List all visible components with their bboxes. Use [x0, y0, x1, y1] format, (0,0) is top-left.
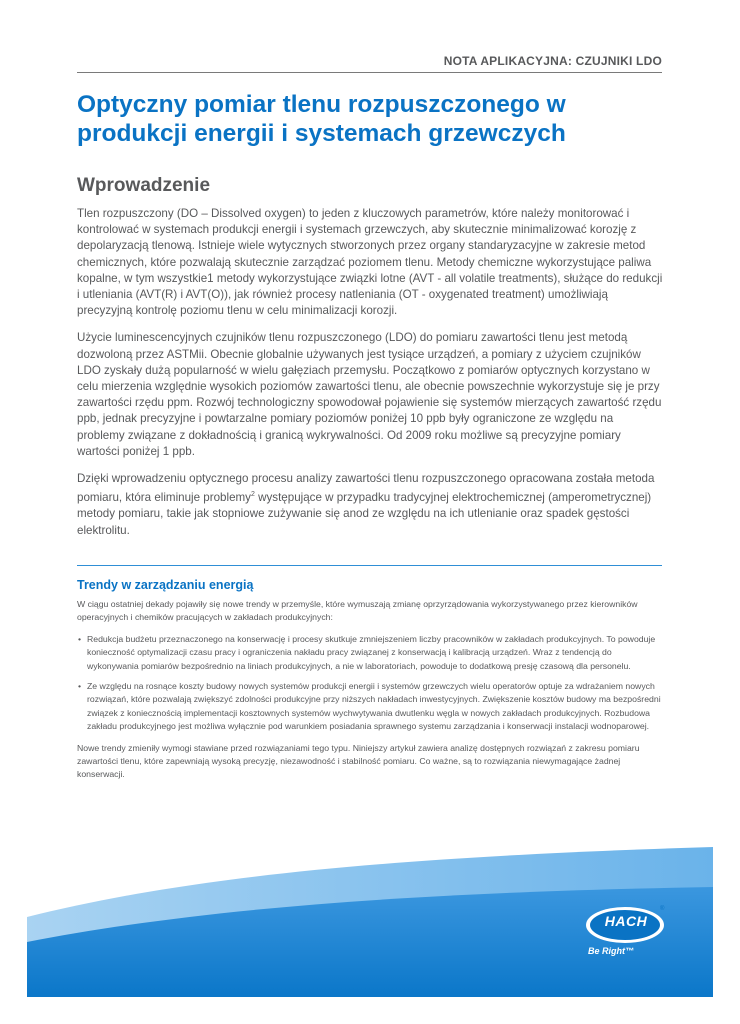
list-item: [77, 633, 663, 673]
logo-wordmark: HACH: [604, 913, 648, 929]
list-item-text: Ze względu na rosnące koszty budowy nowych systemów produkcji energii i systemów grzewczych wielu operatorów optuje za wdrażaniem nowych rozwiązań, które pozwalają zwiększyć zdolności produkcyjne przy niższych nakładach inwestycyjnych. Zwiększenie kosztów budowy ma bezpośredni związek z koniecznością implementacji kosztownych systemów wychwytywania dwutlenku węgla w nowych zakładach produkcyjnych. Rozbudowa zakładu produkcyjnego jest możliwa wyłącznie pod warunkiem posiadania sprawnego systemu zarządzania i konserwacji instalacji wodnoparowej.: [87, 681, 661, 732]
trends-heading: Trendy w zarządzaniu energią: [77, 578, 254, 592]
intro-paragraph-3-text: Dzięki wprowadzeniu optycznego procesu analizy zawartości tlenu rozpuszczonego opracowana została metoda pomiaru, która eliminuje problemy: [77, 472, 655, 505]
trends-closing: Nowe trendy zmieniły wymogi stawiane przed rozwiązaniami tego typu. Niniejszy artykuł zawiera analizę dostępnych rozwiązań z zakresu pomiaru zawartości tlenu, które zapewniają wysoką precyzję, niezawodność i stabilność pomiaru. Co ważne, są to rozwiązania niewymagające żadnej konserwacji.: [77, 742, 640, 780]
section-divider: [77, 565, 662, 566]
list-item: [77, 680, 663, 734]
brand-tagline: Be Right™: [588, 946, 634, 956]
intro-paragraph-3-continued: występujące w przypadku tradycyjnej elektrochemicznej (amperometrycznej) metody pomiaru, takie jak stopniowe zużywanie się anod ze względu na ich utlenianie oraz spadek gęstości elektrolitu.: [77, 491, 652, 537]
trends-list: [77, 633, 663, 734]
intro-heading: Wprowadzenie: [77, 175, 211, 196]
bullet-icon: •: [78, 681, 82, 692]
intro-paragraph-3: [77, 471, 663, 539]
intro-body: [77, 206, 663, 550]
registered-mark: ®: [660, 906, 665, 912]
document-title: Optyczny pomiar tlenu rozpuszczonego w produkcji energii i systemach grzewczych: [77, 91, 566, 147]
footnote-marker: 2: [250, 491, 255, 499]
trends-lead: W ciągu ostatniej dekady pojawiły się nowe trendy w przemyśle, które wymuszają zmianę oprzyrządowania wykorzystywanego przez kierowników operacyjnych i chemików pracujących w zakładach produkcyjnych:: [77, 599, 638, 623]
list-item-text: Redukcja budżetu przeznaczonego na konserwację i procesy skutkuje zmniejszeniem liczby pracowników w zakładach produkcyjnych. To powoduje konieczność optymalizacji czasu pracy i ograniczenia nakładu pracy związanej z konserwacją i kalibracją urządzeń. Wraz z tendencją do wykonywania pomiarów bezpośrednio na liniach produkcyjnych, a nie w laboratoriach, powoduje to dodatkową presję czasową dla personelu.: [87, 633, 656, 671]
intro-paragraph-2: Użycie luminescencyjnych czujników tlenu rozpuszczonego (LDO) do pomiaru zawartości tlenu jest metodą dozwoloną przez ASTMii. Obecnie globalnie używanych jest tysiące urządzeń, a pomiary z użyciem czujników LDO zyskały dużą popularność w wielu gałęziach przemysłu. Początkowo z pomiarów optycznych korzystano w celu mierzenia względnie wysokich poziomów zawartości tlenu, ale obecnie powszechnie wykorzystuje się je przy zawartości rzędu ppm. Rozwój technologiczny spowodował pojawienie się systemów mierzących zawartość rzędu ppb, jednak precyzyjne i powtarzalne pomiary poziomów poniżej 10 ppb były ograniczone ze względu na problemy związane z dokładnością i granicą wykrywalności. Od 2009 roku możliwe są precyzyjne pomiary wartości poniżej 1 ppb.: [77, 331, 662, 458]
header-divider: [77, 72, 662, 73]
bullet-icon: •: [78, 633, 82, 644]
document-type-label: NOTA APLIKACYJNA: CZUJNIKI LDO: [443, 54, 662, 68]
trends-body: [77, 598, 663, 790]
intro-paragraph-1: Tlen rozpuszczony (DO – Dissolved oxygen) to jeden z kluczowych parametrów, które należy monitorować i kontrolować w systemach produkcji energii i systemach grzewczych, aby skutecznie minimalizować korozję z depolaryzacją tlenową. Istnieje wiele wytycznych stworzonych przez organy standaryzacyjne w zakresie metod chemicznych, które pozwalają skutecznie zarządzać poziomem tlenu. Metody chemiczne wykorzystujące paliwa kopalne, w tym wszystkie1 metody wykorzystujące związki lotne (AVT - all volatile treatments), służące do redukcji i utleniania (AVT(R) i AVT(O)), jak również procesy natleniania (OT - oxygenated treatment) umożliwiają precyzyjną kontrolę poziomu tlenu w celu minimalizacji korozji.: [77, 207, 663, 318]
